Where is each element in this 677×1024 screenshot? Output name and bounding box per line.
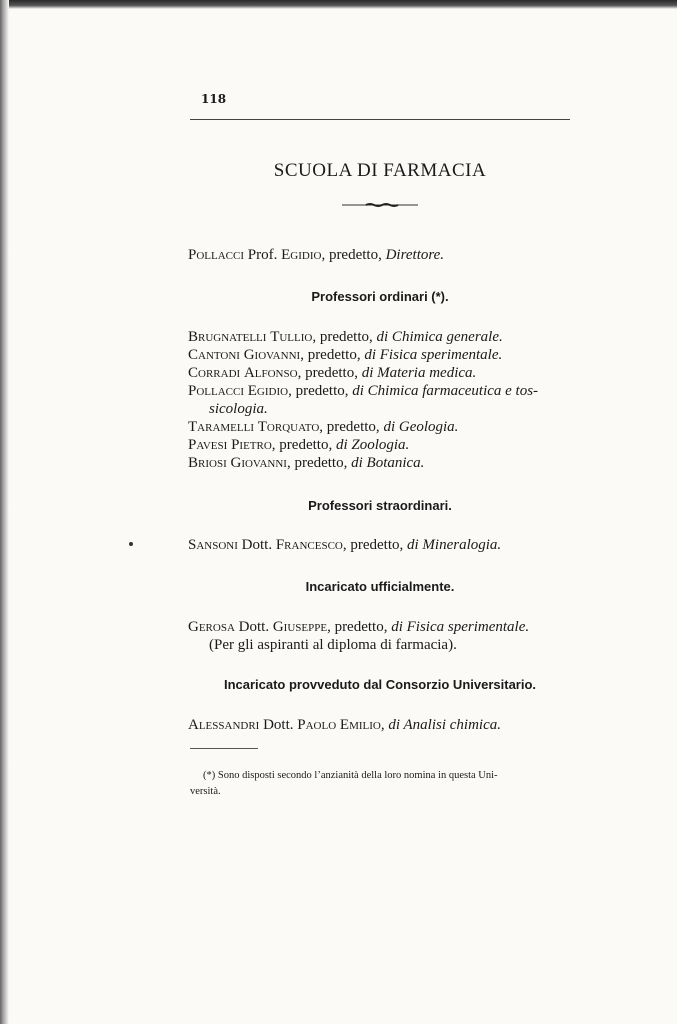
director-title: Prof. [247,247,278,263]
entry-subject: di Zoologia. [335,437,410,453]
entry-rest: , predetto, [327,619,392,635]
entry-rest: , [380,717,389,733]
director-role: Direttore. [385,247,445,263]
section-heading-incaricato: Incaricato ufficialmente. [305,579,455,594]
entry-surname: Taramelli [188,419,254,435]
footnote-rule [190,748,258,749]
page-number: 118 [201,92,227,106]
entry-surname: Gerosa [188,619,235,635]
professor-entry [188,455,424,472]
entry-rest: , predetto, [288,383,353,399]
professor-entry [188,329,503,346]
entry-rest: , predetto, [271,437,336,453]
entry-title: Dott. [238,619,270,635]
entry-subject: di Fisica sperimentale. [364,347,503,363]
director-surname: Pollacci [188,247,245,263]
entry-name: Paolo Emilio [297,717,381,733]
entry-rest: , predetto, [297,365,362,381]
entry-title: Dott. [263,717,294,733]
entry-surname: Cantoni [188,347,240,363]
entry-note: (Per gli aspiranti al diploma di farmacia). [209,637,457,653]
entry-name: Pietro [231,437,272,453]
entry-subject: di Mineralogia. [407,537,502,553]
title-ornament [342,203,418,207]
section-heading-straordinari: Professori straordinari. [308,498,452,513]
entry-rest: , predetto, [286,455,352,471]
professor-entry [188,347,502,364]
entry-name: Giovanni [243,347,301,363]
entry-title: Dott. [241,537,273,553]
footnote [190,768,573,797]
director-line [188,247,444,264]
section-heading-consorzio: Incaricato provveduto dal Consorzio Universitario. [223,677,537,692]
section-heading-ordinari: Professori ordinari (*). [311,289,449,304]
entry-name: Torquato [257,419,320,435]
scan-top-edge [0,0,677,9]
entry-surname: Pavesi [188,437,228,453]
footnote-line-1: (*) Sono disposti secondo l’anzianità della loro nomina in questa Uni- [203,770,498,781]
professor-entry [188,383,538,400]
entry-name: Tullio [270,329,313,345]
professor-entry [188,619,529,636]
entry-surname: Pollacci [188,383,245,399]
entry-name: Giuseppe [272,619,328,635]
entry-rest: , predetto, [300,347,365,363]
header-rule [190,119,570,120]
professor-entry [188,419,458,436]
entry-surname: Brugnatelli [188,329,267,345]
professor-entry [188,365,476,382]
scan-left-edge [0,0,9,1024]
entry-rest: , predetto, [319,419,384,435]
entry-subject: di Materia medica. [361,365,477,381]
entry-surname: Briosi [188,455,227,471]
entry-subject: di Chimica generale. [376,329,503,345]
professor-entry [188,537,501,554]
entry-subject: di Chimica farmaceutica e tos- [352,383,539,399]
entry-name: Francesco [275,537,343,553]
entry-surname: Sansoni [188,537,238,553]
entry-surname: Corradi [188,365,241,381]
professor-entry [188,717,501,734]
entry-rest: , predetto, [342,537,408,553]
director-name: Egidio [281,247,322,263]
entry-rest: , predetto, [312,329,377,345]
page-title: SCUOLA DI FARMACIA [273,160,487,181]
entry-name: Alfonso [243,365,298,381]
scan-speck [129,542,133,546]
entry-subject: di Fisica sperimentale. [391,619,530,635]
entry-subject-continuation: sicologia. [209,401,268,417]
entry-subject: di Geologia. [383,419,459,435]
entry-name: Egidio [247,383,289,399]
entry-name: Giovanni [230,455,287,471]
footnote-line-2: versità. [190,786,221,797]
entry-subject: di Botanica. [351,455,425,471]
entry-subject: di Analisi chimica. [388,717,501,733]
entry-surname: Alessandri [188,717,260,733]
professor-entry [188,437,409,454]
director-rest: , predetto, [321,247,386,263]
